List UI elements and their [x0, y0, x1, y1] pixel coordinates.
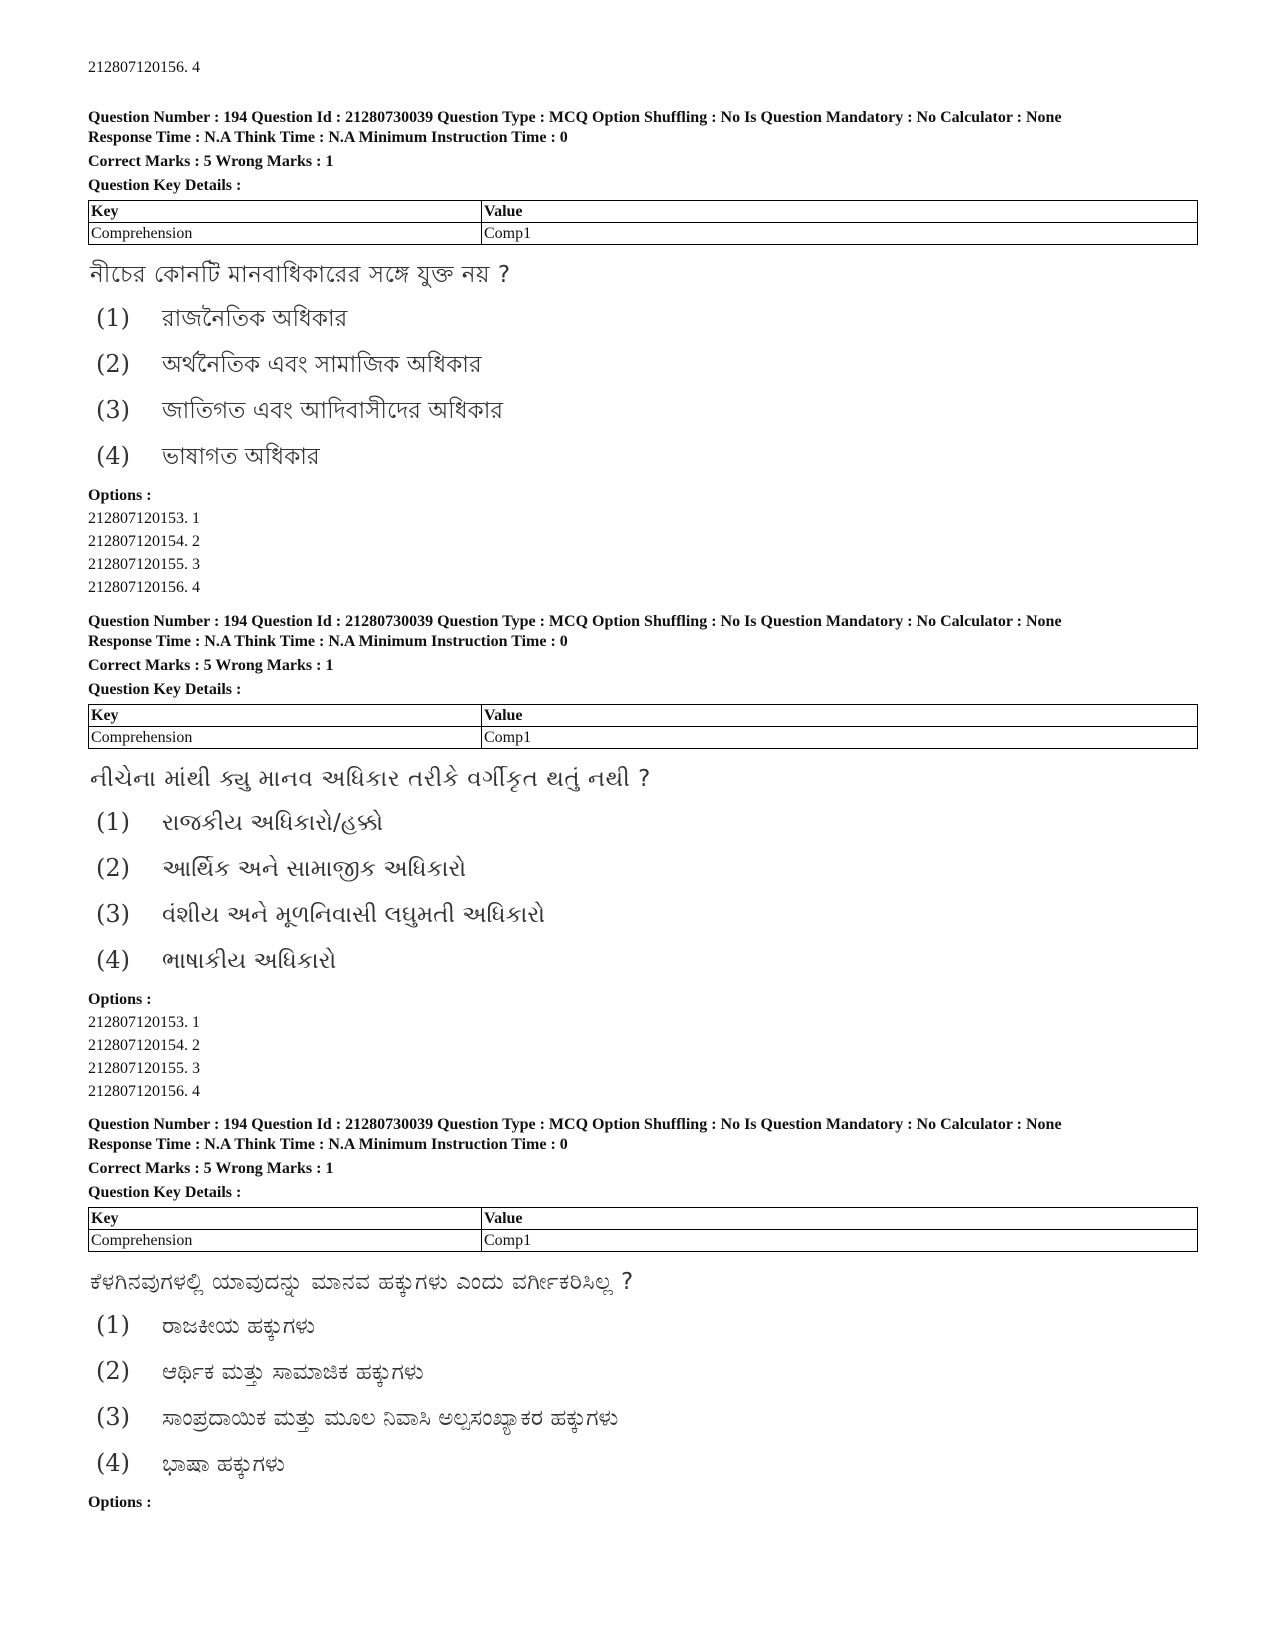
option-number: (4) [96, 442, 130, 470]
option-number: (4) [96, 1449, 130, 1477]
option-text: অর্থনৈতিক এবং সামাজিক অধিকার [162, 352, 482, 378]
option-number: (2) [96, 854, 130, 882]
option-text: ભાષાકીય અધિકારો [162, 948, 337, 974]
list-item: 212807120156. 4 [88, 1083, 200, 1100]
question-option-1 [88, 799, 1198, 845]
question-option-3 [88, 387, 1198, 433]
question-option-2 [88, 1348, 1198, 1394]
key-header: Key [89, 705, 482, 727]
list-item: 212807120155. 3 [88, 556, 200, 573]
key-cell: Comprehension [89, 223, 482, 245]
meta-line-1: Question Number : 194 Question Id : 21280730039 Question Type : MCQ Option Shuffling : No Is Question Mandatory : No Calculator : None [88, 613, 1062, 630]
marks-line: Correct Marks : 5 Wrong Marks : 1 [88, 1160, 334, 1177]
key-header: Key [89, 1208, 482, 1230]
option-text: ಭಾಷಾ ಹಕ್ಕುಗಳು [162, 1451, 285, 1477]
key-details-label: Question Key Details : [88, 1184, 242, 1201]
list-item: 212807120153. 1 [88, 1014, 200, 1031]
option-text: રાજકીય અધિકારો/હક્કો [162, 810, 384, 836]
key-details-table [88, 704, 1198, 749]
question-option-2 [88, 845, 1198, 891]
option-number: (1) [96, 304, 130, 332]
list-item: 212807120155. 3 [88, 1060, 200, 1077]
option-text: ರಾಜಕೀಯ ಹಕ್ಕುಗಳು [162, 1313, 316, 1339]
option-number: (3) [96, 396, 130, 424]
option-text: জাতিগত এবং আদিবাসীদের অধিকার [162, 398, 504, 424]
option-number: (1) [96, 808, 130, 836]
key-details-label: Question Key Details : [88, 177, 242, 194]
question-meta [88, 1115, 1198, 1203]
question-meta [88, 612, 1198, 700]
question-block-3 [88, 1115, 1198, 1514]
option-number: (4) [96, 946, 130, 974]
value-header: Value [482, 1208, 1198, 1230]
option-number: (1) [96, 1311, 130, 1339]
question-text: ಕೆಳಗಿನವುಗಳಲ್ಲಿ ಯಾವುದನ್ನು ಮಾನವ ಹಕ್ಕುಗಳು ಎಂದು ವರ್ಗೀಕರಿಸಿಲ್ಲ ? [90, 1269, 634, 1295]
question-option-3 [88, 891, 1198, 937]
marks-line: Correct Marks : 5 Wrong Marks : 1 [88, 153, 334, 170]
key-cell: Comprehension [89, 1230, 482, 1252]
options-label: Options : [88, 1494, 152, 1511]
list-item: 212807120156. 4 [88, 579, 200, 596]
value-cell: Comp1 [482, 727, 1198, 749]
question-block-2 [88, 612, 1198, 1103]
meta-line-2: Response Time : N.A Think Time : N.A Minimum Instruction Time : 0 [88, 129, 568, 146]
question-image [88, 1262, 1198, 1490]
option-text: ಸಾಂಪ್ರದಾಯಿಕ ಮತ್ತು ಮೂಲ ನಿವಾಸಿ ಅಲ್ಪಸಂಖ್ಯಾಕರ ಹಕ್ಕುಗಳು [162, 1405, 619, 1431]
meta-line-1: Question Number : 194 Question Id : 21280730039 Question Type : MCQ Option Shuffling : No Is Question Mandatory : No Calculator : None [88, 109, 1062, 126]
question-option-4 [88, 1440, 1198, 1486]
options-list [88, 1011, 1198, 1103]
page-header-option: 212807120156. 4 [88, 59, 200, 76]
question-option-1 [88, 295, 1198, 341]
question-option-4 [88, 937, 1198, 983]
meta-line-2: Response Time : N.A Think Time : N.A Minimum Instruction Time : 0 [88, 1136, 568, 1153]
question-block-1 [88, 108, 1198, 599]
option-text: রাজনৈতিক অধিকার [162, 306, 348, 332]
option-number: (3) [96, 900, 130, 928]
table-header-row [89, 201, 1198, 223]
question-image [88, 759, 1198, 987]
option-text: આર્થિક અને સામાજીક અધિકારો [162, 856, 467, 882]
table-row [89, 727, 1198, 749]
meta-line-1: Question Number : 194 Question Id : 21280730039 Question Type : MCQ Option Shuffling : No Is Question Mandatory : No Calculator : None [88, 1116, 1062, 1133]
question-text: নীচের কোনটি মানবাধিকারের সঙ্গে যুক্ত নয় ? [90, 262, 511, 288]
question-option-1 [88, 1302, 1198, 1348]
question-option-2 [88, 341, 1198, 387]
table-row [89, 1230, 1198, 1252]
option-text: ಆರ್ಥಿಕ ಮತ್ತು ಸಾಮಾಜಿಕ ಹಕ್ಕುಗಳು [162, 1359, 424, 1385]
list-item: 212807120154. 2 [88, 1037, 200, 1054]
key-details-label: Question Key Details : [88, 681, 242, 698]
option-text: ভাষাগত অধিকার [162, 444, 320, 470]
meta-line-2: Response Time : N.A Think Time : N.A Minimum Instruction Time : 0 [88, 633, 568, 650]
value-header: Value [482, 201, 1198, 223]
value-cell: Comp1 [482, 1230, 1198, 1252]
value-cell: Comp1 [482, 223, 1198, 245]
marks-line: Correct Marks : 5 Wrong Marks : 1 [88, 657, 334, 674]
question-option-4 [88, 433, 1198, 479]
key-details-table [88, 200, 1198, 245]
key-header: Key [89, 201, 482, 223]
table-header-row [89, 705, 1198, 727]
key-cell: Comprehension [89, 727, 482, 749]
question-text: નીચેના માંથી ક્યુ માનવ અધિકાર તરીકે વર્ગીકૃત થતું નથી ? [90, 766, 651, 792]
option-number: (3) [96, 1403, 130, 1431]
list-item: 212807120154. 2 [88, 533, 200, 550]
question-option-3 [88, 1394, 1198, 1440]
option-number: (2) [96, 350, 130, 378]
options-list [88, 507, 1198, 599]
table-header-row [89, 1208, 1198, 1230]
table-row [89, 223, 1198, 245]
options-label: Options : [88, 991, 152, 1008]
option-number: (2) [96, 1357, 130, 1385]
question-meta [88, 108, 1198, 196]
options-label: Options : [88, 487, 152, 504]
value-header: Value [482, 705, 1198, 727]
option-text: વંશીય અને મૂળનિવાસી લઘુમતી અધિકારો [162, 902, 546, 928]
list-item: 212807120153. 1 [88, 510, 200, 527]
question-image [88, 255, 1198, 483]
key-details-table [88, 1207, 1198, 1252]
